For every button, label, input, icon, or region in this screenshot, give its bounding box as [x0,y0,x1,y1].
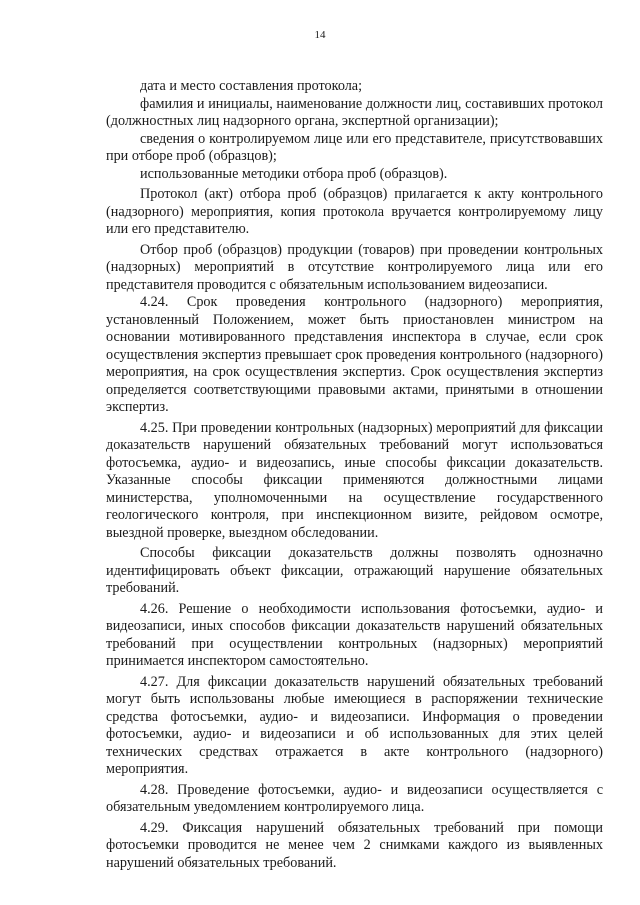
paragraph: 4.28. Проведение фотосъемки, аудио- и видеозаписи осуществляется с обязательным уведомлением контролируемого лица. [106,781,603,815]
paragraph: 4.27. Для фиксации доказательств нарушений обязательных требований могут быть использованы любые имеющиеся в распоряжении технические средства фотосъемки, аудио- и видеозаписи. Информация о проведении фотосъемки, аудио- и видеозаписи и об использованных для этих целей технических средствах отражается в акте контрольного (надзорного) мероприятия. [106,673,603,777]
page-number: 14 [314,29,326,41]
paragraph: Отбор проб (образцов) продукции (товаров) при проведении контрольных (надзорных) мероприятий в отсутствие контролируемого лица или его представителя проводится с обязательным использованием видеозаписи. [106,241,603,293]
paragraph: 4.26. Решение о необходимости использования фотосъемки, аудио- и видеозаписи, иных способов фиксации доказательств нарушений обязательных требований при осуществлении контрольных (надзорных) мероприятий принимается инспектором самостоятельно. [106,600,603,669]
paragraph: Способы фиксации доказательств должны позволять однозначно идентифицировать объект фиксации, отражающий нарушение обязательных требований. [106,545,603,596]
paragraph: 4.25. При проведении контрольных (надзорных) мероприятий для фиксации доказательств нарушений обязательных требований могут использоваться фотосъемка, аудио- и видеозапись, иные способы фиксации доказательств. Указанные способы фиксации применяются должностными лицами министерства, уполномоченными на осуществление государственного геологического контроля, при инспекционном визите, рейдовом осмотре, выездной проверке, выездном обследовании. [106,419,603,541]
paragraph: 4.29. Фиксация нарушений обязательных требований при помощи фотосъемки проводится не менее чем 2 снимками каждого из выявленных нарушений обязательных требований. [106,819,603,871]
paragraph: дата и место составления протокола; [140,78,363,94]
paragraph: 4.24. Срок проведения контрольного (надзорного) мероприятия, установленный Положением, может быть приостановлен министром на основании мотивированного представления инспектора в случае, если срок осуществления экспертиз превышает срок проведения контрольного (надзорного) мероприятия, на срок осуществления экспертиз. Срок осуществления экспертиз определяется соответствующими правовыми актами, принятыми в отношении экспертиз. [106,294,603,415]
paragraph: фамилия и инициалы, наименование должности лиц, составивших протокол (должностных лиц надзорного органа, экспертной организации); [106,95,603,129]
paragraph: использованные методики отбора проб (образцов). [140,165,448,182]
paragraph: сведения о контролируемом лице или его представителе, присутствовавших при отборе проб (образцов); [106,130,603,164]
document-body [106,78,603,872]
paragraph: Протокол (акт) отбора проб (образцов) прилагается к акту контрольного (надзорного) мероприятия, копия протокола вручается контролируемому лицу или его представителю. [106,186,603,237]
